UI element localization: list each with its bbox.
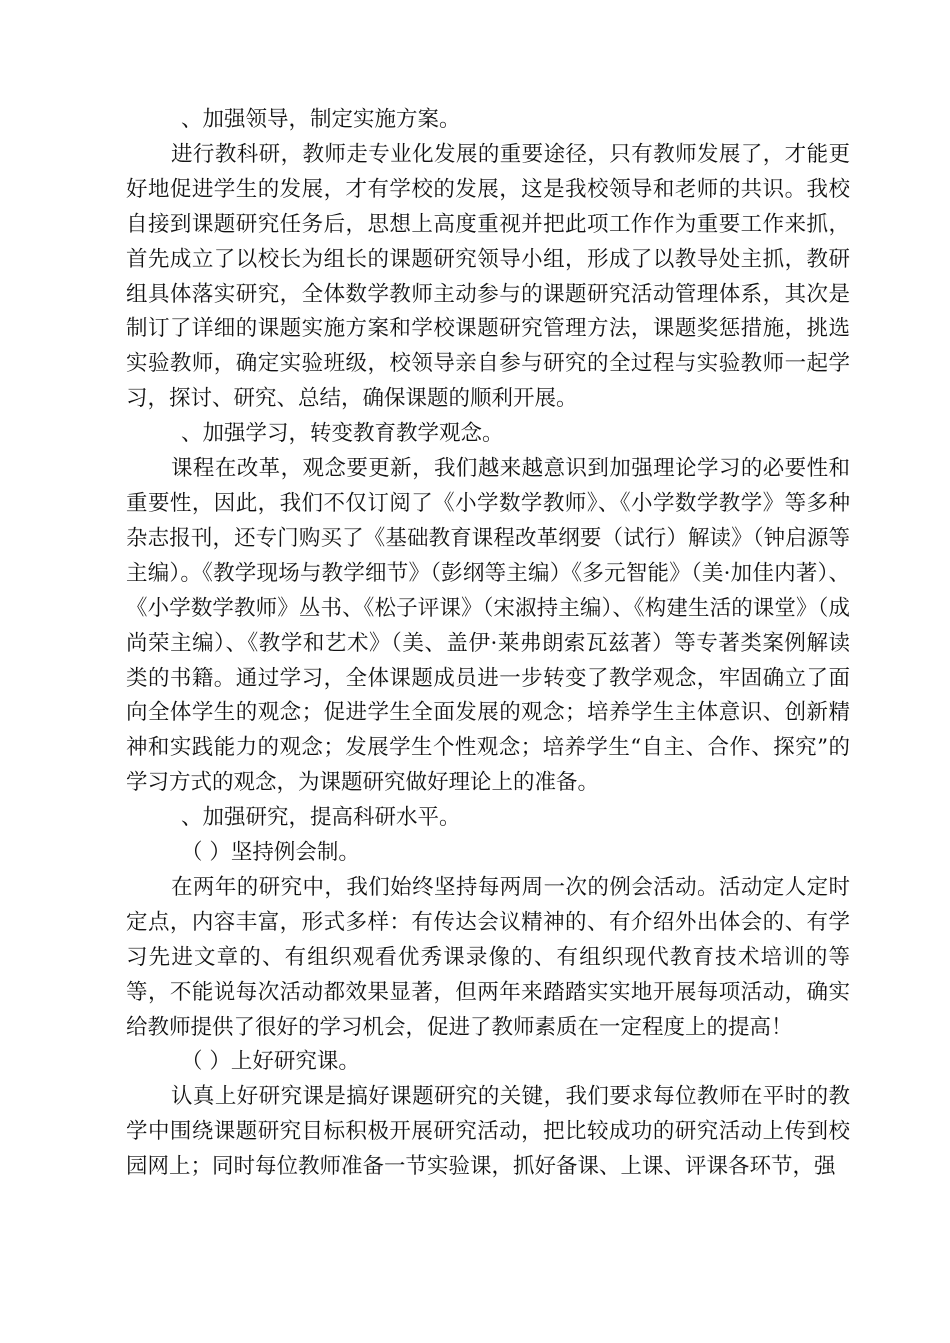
paragraph-meetings: 在两年的研究中，我们始终坚持每两周一次的例会活动。活动定人定时定点，内容丰富，形式多样：有传达会议精神的、有介绍外出体会的、有学习先进文章的、有组织观看优秀课录像的、有组织现代教育技术培训的等等，不能说每次活动都效果显著，但两年来踏踏实实地开展每项活动，确实给教师提供了很好的学习机会，促进了教师素质在一定程度上的提高！ xyxy=(126,874,850,1040)
subheading-research-lessons: （ ）上好研究课。 xyxy=(181,1049,360,1075)
paragraph-leadership: 进行教科研，教师走专业化发展的重要途径，只有教师发展了，才能更好地促进学生的发展，才有学校的发展，这是我校领导和老师的共识。我校自接到课题研究任务后，思想上高度重视并把此项工作作为重要工作来抓，首先成立了以校长为组长的课题研究领导小组，形成了以教导处主抓，教研组具体落实研究，全体数学教师主动参与的课题研究活动管理体系，其次是制订了详细的课题实施方案和学校课题研究管理方法，课题奖惩措施，挑选实验教师，确定实验班级，校领导亲自参与研究的全过程与实验教师一起学习，探讨、研究、总结，确保课题的顺利开展。 xyxy=(126,141,850,412)
section-heading-leadership: 、加强领导，制定实施方案。 xyxy=(181,107,461,132)
subheading-meetings: （ ）坚持例会制。 xyxy=(181,840,360,866)
section-heading-study: 、加强学习，转变教育教学观念。 xyxy=(181,421,504,447)
paragraph-study: 课程在改革，观念要更新，我们越来越意识到加强理论学习的必要性和重要性，因此，我们不仅订阅了《小学数学教师》、《小学数学教学》等多种杂志报刊，还专门购买了《基础教育课程改革纲要（试行）解读》（钟启源等主编）。《教学现场与教学细节》（彭纲等主编）《多元智能》（美·加佳内著）、《小学数学教师》丛书、《松子评课》（宋淑持主编）、《构建生活的课堂》（成尚荣主编）、《教学和艺术》（美、盖伊·莱弗朗索瓦兹著）等专著类案例解读类的书籍。通过学习，全体课题成员进一步转变了教学观念，牢固确立了面向全体学生的观念；促进学生全面发展的观念；培养学生主体意识、创新精神和实践能力的观念；发展学生个性观念；培养学生“自主、合作、探究”的学习方式的观念，为课题研究做好理论上的准备。 xyxy=(126,456,850,796)
section-heading-research: 、加强研究，提高科研水平。 xyxy=(181,805,461,831)
document-body xyxy=(126,103,850,1185)
paragraph-research-lessons: 认真上好研究课是搞好课题研究的关键，我们要求每位教师在平时的教学中围绕课题研究目标积极开展研究活动，把比较成功的研究活动上传到校园网上；同时每位教师准备一节实验课，抓好备课、上课、评课各环节，强 xyxy=(126,1084,850,1180)
